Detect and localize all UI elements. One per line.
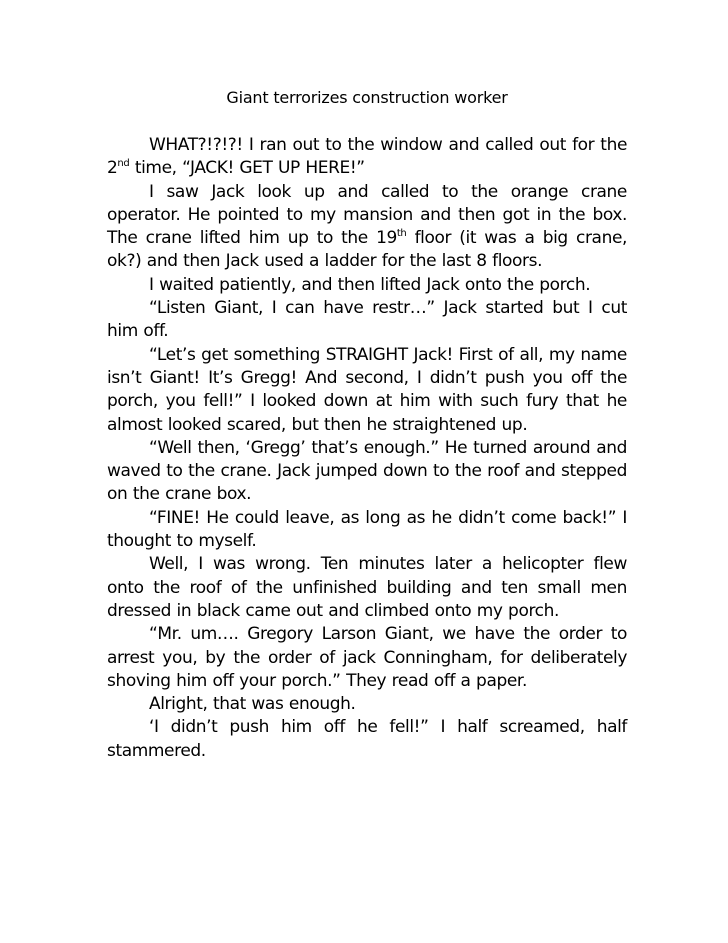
- paragraph-text: “FINE! He could leave, as long as he didn’t come back!” I thought to myself.: [107, 507, 627, 552]
- paragraph: [107, 181, 627, 274]
- document-title: Giant terrorizes construction worker: [226, 88, 508, 107]
- paragraph-text: I waited patiently, and then lifted Jack onto the porch.: [149, 274, 591, 295]
- paragraph-text: “Mr. um…. Gregory Larson Giant, we have the order to arrest you, by the order of jack Conningham, for deliberately shoving him off your porch.” They read off a paper.: [107, 624, 627, 691]
- document-page: [107, 86, 627, 763]
- paragraph-text: Alright, that was enough.: [149, 694, 356, 715]
- paragraph-text: time, “JACK! GET UP HERE!”: [129, 158, 365, 179]
- paragraph-text: I saw Jack look up and called to the orange crane operator. He pointed to my mansion and then got in the box. The crane lifted him up to the 19: [107, 181, 627, 249]
- paragraph: [107, 623, 627, 693]
- document-body: [107, 134, 627, 763]
- paragraph-text: “Listen Giant, I can have restr…” Jack started but I cut him off.: [107, 298, 627, 342]
- paragraph-text: floor (it was a big crane, ok?) and then Jack used a ladder for the last 8 floors.: [107, 228, 628, 272]
- paragraph: [107, 134, 627, 181]
- ordinal-superscript: nd: [117, 158, 130, 170]
- paragraph: [107, 693, 627, 716]
- paragraph: [107, 344, 627, 437]
- ordinal-superscript: th: [396, 228, 407, 240]
- paragraph-text: “Well then, ‘Gregg’ that’s enough.” He turned around and waved to the crane. Jack jumped down to the roof and stepped on the crane box.: [107, 437, 627, 505]
- paragraph: [107, 716, 627, 763]
- paragraph: [107, 297, 627, 344]
- paragraph-text: Well, I was wrong. Ten minutes later a helicopter flew onto the roof of the unfinished building and ten small men dressed in black came out and climbed onto my porch.: [107, 554, 627, 621]
- paragraph-text: “Let’s get something STRAIGHT Jack! First of all, my name isn’t Giant! It’s Gregg! And second, I didn’t push you off the porch, you fell!” I looked down at him with such fury that he almost looked scared, but then he straightened up.: [107, 344, 627, 435]
- paragraph: [107, 437, 627, 507]
- paragraph: [107, 274, 627, 297]
- paragraph: [107, 553, 627, 623]
- paragraph: [107, 507, 627, 554]
- paragraph-text: WHAT?!?!?! I ran out to the window and called out for the 2: [107, 135, 627, 179]
- paragraph-text: ‘I didn’t push him off he fell!” I half screamed, half stammered.: [107, 717, 627, 761]
